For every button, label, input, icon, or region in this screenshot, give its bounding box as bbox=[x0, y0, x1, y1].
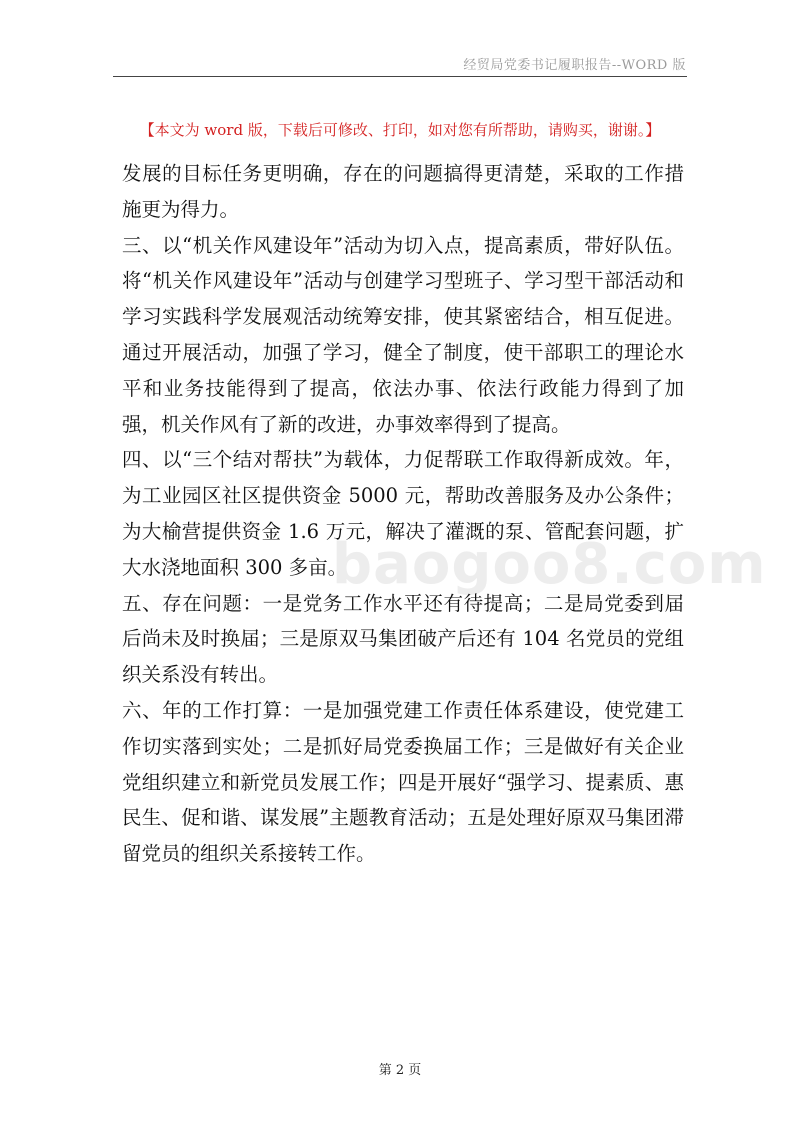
page-header-title: 经贸局党委书记履职报告--WORD 版 bbox=[463, 58, 686, 73]
paragraph-section-5: 五、存在问题：一是党务工作水平还有待提高；二是局党委到届后尚未及时换届；三是原双马集团破产后还有 104 名党员的党组织关系没有转出。 bbox=[122, 591, 684, 687]
document-body bbox=[122, 156, 684, 872]
page-number: 第 2 页 bbox=[378, 1063, 422, 1078]
paragraph-section-6: 六、年的工作打算：一是加强党建工作责任体系建设，使党建工作切实落到实处；二是抓好局党委换届工作；三是做好有关企业党组织建立和新党员发展工作；四是开展好“强学习、提素质、惠民生、促和谐、谋发展”主题教育活动；五是处理好原双马集团滞留党员的组织关系接转工作。 bbox=[122, 698, 684, 866]
watermark: baogoo8.com bbox=[332, 532, 767, 597]
paragraph-section-4: 四、以“三个结对帮扶”为载体，力促帮联工作取得新成效。年，为工业园区社区提供资金 5000 元，帮助改善服务及办公条件；为大榆营提供资金 1.6 万元，解决了灌溉的泵、管配套问题，扩大水浇地面积 300 多亩。 bbox=[122, 448, 684, 579]
paragraph-continuation: 发展的目标任务更明确，存在的问题搞得更清楚，采取的工作措施更为得力。 bbox=[122, 162, 684, 221]
download-notice: 【本文为 word 版，下载后可修改、打印，如对您有所帮助，请购买，谢谢。】 bbox=[139, 121, 661, 139]
header-divider bbox=[113, 76, 687, 77]
paragraph-section-3: 三、以“机关作风建设年”活动为切入点，提高素质，带好队伍。将“机关作风建设年”活动与创建学习型班子、学习型干部活动和学习实践科学发展观活动统筹安排，使其紧密结合，相互促进。通过开展活动，加强了学习，健全了制度，使干部职工的理论水平和业务技能得到了提高，依法办事、依法行政能力得到了加强，机关作风有了新的改进，办事效率得到了提高。 bbox=[122, 233, 684, 436]
